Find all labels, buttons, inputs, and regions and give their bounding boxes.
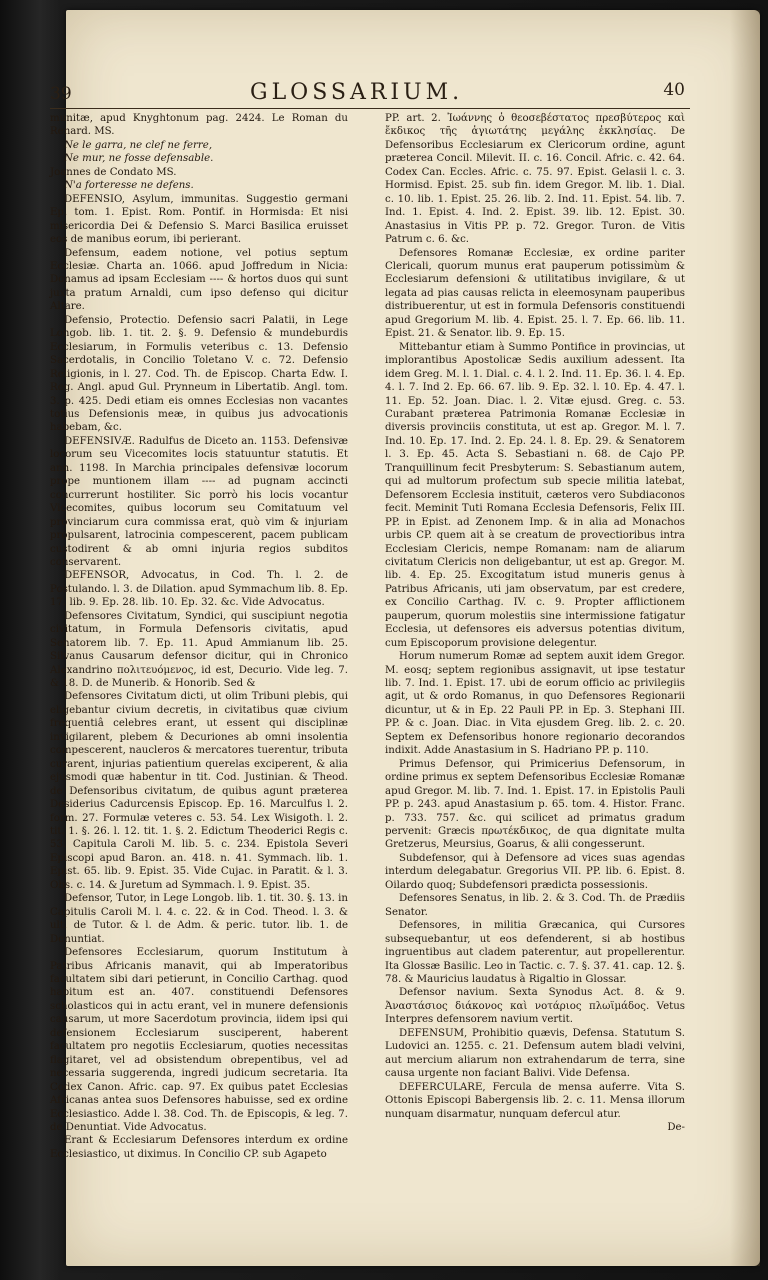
paragraph: Subdefensor, qui à Defensore ad vices suas agendas interdum delegabatur. Gregorius VII. PP. lib. 6. Epist. 8. Oilardo quoq; Subdefensori prædicta possessionis.: [385, 852, 685, 891]
page-number-right: 40: [663, 80, 685, 100]
running-header: [50, 80, 690, 110]
entry-defensor: DEFENSOR, Advocatus, in Cod. Th. l. 2. de Postulando. l. 3. de Dilation. apud Symmachum lib. 8. Ep. 17. lib. 9. Ep. 28. lib. 10. Ep. 32. &c. Vide Advocatus.: [50, 570, 348, 609]
paragraph: munitæ, apud Knyghtonum pag. 2424. Le Roman du Renard. MS.: [50, 113, 348, 138]
paragraph: Primus Defensor, qui Primicerius Defensorum, in ordine primus ex septem Defensoribus Ecclesiæ Romanæ apud Gregor. M. lib. 7. Ind. 1. Epist. 17. in Epistolis Pauli PP. p. 243. apud Anastasium p. 65. tom. 4. Histor. Franc. p. 733. 757. &c. qui scilicet ad primatus gradum pervenit: Græcis πρωτέκδικος, de qua dignitate multa Gretzerus, Meursius, Goarus, & alii congesserunt.: [385, 758, 685, 851]
paragraph: Defensores Romanæ Ecclesiæ, ex ordine pariter Clericali, quorum munus erat pauperum potissimùm & Ecclesiarum defensioni & utilitatibus invigilare, & ut legata ad pias causas relicta in eleemosynam pauperibus distribuerentur, ut est in formula Defensoris constituendi apud Gregorium M. lib. 4. Epist. 25. l. 7. Ep. 66. lib. 11. Epist. 21. & Senator. lib. 9. Ep. 15.: [385, 247, 685, 340]
header-rule: [50, 108, 690, 109]
verse-line: Ne le garra, ne clef ne ferre,: [64, 139, 213, 151]
paragraph: Defensor, Tutor, in Lege Longob. lib. 1. tit. 30. §. 13. in Capitulis Caroli M. l. 4. c. 22. & in Cod. Theod. l. 3. & ult. de Tutor. & l. de Adm. & peric. tutor. lib. 1. de Denuntiat.: [50, 893, 348, 945]
paragraph: Defensum, eadem notione, vel potius septum Ecclesiæ. Charta an. 1066. apud Joffredum in Nicia: Donamus ad ipsam Ecclesiam ---- & hortos duos qui sunt juxta pratum Arnaldi, cum ipso defenso qui dicitur Altare.: [50, 247, 348, 313]
paragraph: Horum numerum Romæ ad septem auxit idem Gregor. M. eosq; septem regionibus assignavit, ut ipse testatur lib. 7. Ind. 1. Epist. 17. ubi de eorum officio ac privilegiis agit, ut & ordo Romanus, in quo Defensores Regionarii dicuntur, ut & in Ep. 22 Pauli PP. in Ep. 3. Stephani III. PP. & c. Joan. Diac. in Vita ejusdem Greg. lib. 2. c. 20. Septem ex Defensoribus honore regionario decorandos indixit. Adde Anastasium in S. Hadriano PP. p. 110.: [385, 651, 685, 757]
paragraph: Defensor navium. Sexta Synodus Act. 8. & 9. Ἀναστάσιος διάκονος καὶ νοτάριος πλωϊμάδος. Vetus Interpres defensorem navium vertit.: [385, 987, 685, 1026]
page-number-left: 39: [50, 84, 72, 104]
paragraph: Mittebantur etiam à Summo Pontifice in provincias, ut implorantibus Apostolicæ Sedis auxilium adessent. Ita idem Greg. M. l. 1. Dial. c. 4. l. 2. Ind. 11. Ep. 36. l. 4. Ep. 4. l. 7. Ind 2. Ep. 66. 67. lib. 9. Ep. 32. l. 10. Ep. 4. 47. l. 11. Ep. 52. Joan. Diac. l. 2. Vitæ ejusd. Greg. c. 53. Curabant præterea Patrimonia Romanæ Ecclesiæ in diversis provinciis constituta, ut est ap. Gregor. M. l. 7. Ind. 10. Ep. 17. Ind. 2. Ep. 24. l. 8. Ep. 29. & Senatorem l. 3. Ep. 45. Acta S. Sebastiani n. 68. de Cajo PP. Tranquillinum fecit Presbyterum: S. Sebastianum autem, qui ad multorum profectum sub specie militia latebat, Defensorem Ecclesia instituit, cæteros vero Subdiaconos fecit. Meminit Tuti Romana Ecclesia Defensoris, Felix III. PP. in Epist. ad Zenonem Imp. & in alia ad Monachos urbis CP. quem ait à se creatum de provectioribus intra Ecclesiam Clericis, nempe Romanam: nam de aliarum civitatum Clericis non deligebantur, ut est ap. Gregor. M. lib. 4. Ep. 25. Excogitatum istud muneris genus à Patribus Africanis, uti jam observatum, par est credere, ex Concilio Carthag. IV. c. 9. Propter afflictionem pauperum, quorum molestiis sine intermissione fatigatur Ecclesia, ut defensores eis adversus potentias divitum, cum Episcoporum provisione delegentur.: [385, 341, 685, 649]
paragraph: PP. art. 2. Ἰωάννης ὁ θεοσεβέστατος πρεσβύτερος καὶ ἔκδικος τῆς ἁγιωτάτης μεγάλης ἐκκλησίας. De Defensoribus Ecclesiarum ex Clericorum ordine, agunt præterea Concil. Milevit. II. c. 16. Concil. Afric. c. 42. 64. Codex Can. Eccles. Afric. c. 75. 97. Epist. Gelasii l. c. 3. Hormisd. Epist. 25. sub fin. idem Gregor. M. lib. 1. Dial. c. 10. lib. 1. Epist. 25. 26. lib. 2. Ind. 11. Epist. 54. lib. 7. Ind. 1. Epist. 4. Ind. 2. Epist. 39. lib. 12. Epist. 30. Anastasius in Vitis PP. p. 72. Gregor. Turon. de Vitis Patrum c. 6. &c.: [385, 113, 685, 246]
paragraph: Defensio, Protectio. Defensio sacri Palatii, in Lege Longob. lib. 1. tit. 2. §. 9. Defensio & mundeburdis Ecclesiarum, in Formulis veteribus c. 13. Defensio Sacerdotalis, in Concilio Toletano V. c. 72. Defensio Religionis, in l. 27. Cod. Th. de Episcop. Charta Edw. I. Reg. Angl. apud Gul. Prynneum in Libertatib. Angl. tom. 3. p. 425. Dedi etiam eis omnes Ecclesias non vacantes totius Defensionis meæ, in quibus jus advocationis habebam, &c.: [50, 314, 348, 434]
paragraph: Defensores Ecclesiarum, quorum Institutum à Patribus Africanis manavit, qui ab Imperatoribus facultatem sibi dari petierunt, in Concilio Carthag. quod habitum est an. 407. constituendi Defensores scholasticos qui in actu erant, vel in munere defensionis causarum, ut more Sacerdotum provincia, iidem ipsi qui defensionem Ecclesiarum susciperent, haberent facultatem pro negotiis Ecclesiarum, quoties necessitas flagitaret, vel ad obsistendum obrepentibus, vel ad necessaria suggerenda, ingredi judicum secretaria. Ita Codex Canon. Afric. cap. 97. Ex quibus patet Ecclesias Africanas antea suos Defensores habuisse, sed ex ordine Ecclesiastico. Adde l. 38. Cod. Th. de Episcopis, & leg. 7. de Denuntiat. Vide Advocatus.: [50, 947, 348, 1133]
entry-defensum: DEFENSUM, Prohibitio quævis, Defensa. Statutum S. Ludovici an. 1255. c. 21. Defensum autem bladi velvini, aut mercium aliarum non extrahendarum de terra, sine causa urgente non faciant Balivi. Vide Defensa.: [385, 1027, 685, 1080]
paragraph: Defensores Civitatum dicti, ut olim Tribuni plebis, qui eligebantur civium decretis, in civitatibus quæ civium frequentiâ celebres erant, ut essent qui disciplinæ invigilarent, plebem & Decuriones ab omni insolentia compescerent, naucleros & mercatores tuerentur, tributa curarent, injurias patientium querelas exciperent, & alia ejusmodi quæ habentur in tit. Cod. Justinian. & Theod. de Defensoribus civitatum, de quibus agunt præterea Desiderius Cadurcensis Episcop. Ep. 16. Marculfus l. 2. form. 27. Formulæ veteres c. 53. 54. Lex Wisigoth. l. 2. tit. 1. §. 26. l. 12. tit. 1. §. 2. Edictum Theoderici Regis c. 53. Capitula Caroli M. lib. 5. c. 234. Epistola Severi Episcopi apud Baron. an. 418. n. 41. Symmach. lib. 1. Epist. 65. lib. 9. Epist. 35. Vide Cujac. in Paratit. & l. 3. Obs. c. 14. & Juretum ad Symmach. l. 9. Epist. 35.: [50, 691, 348, 891]
entry-defercul are: DEFERCULARE, Fercula de mensa auferre. Vita S. Ottonis Episcopi Babergensis lib. 2. c. 11. Mensa illorum nunquam disarmatur, nunquam defercul atur.: [385, 1081, 685, 1120]
paragraph: Erant & Ecclesiarum Defensores interdum ex ordine Ecclesiastico, ut diximus. In Concilio CP. sub Agapeto: [50, 1135, 348, 1160]
paragraph: Defensores Senatus, in lib. 2. & 3. Cod. Th. de Prædiis Senator.: [385, 893, 685, 918]
right-column: [385, 112, 685, 1134]
verse-line: N'a forteresse ne defens.: [64, 180, 194, 192]
left-column: [50, 112, 348, 1161]
paragraph: Joannes de Condato MS.: [50, 166, 177, 178]
paragraph: Defensores, in militia Græcanica, qui Cursores subsequebantur, ut eos defenderent, si ab hostibus ingruentibus aut cladem paterentur, aut propellerentur. Ita Glossæ Basilic. Leo in Tactic. c. 7. §. 37. 41. cap. 12. §. 78. & Mauricius laudatus à Rigaltio in Glossar.: [385, 920, 685, 985]
entry-defensio: DEFENSIO, Asylum, immunitas. Suggestio germani Ep. tom. 1. Epist. Rom. Pontif. in Hormisda: Et nisi misericordia Dei & Defensio S. Marci Basilica eruisset eos de manibus eorum, ibi perierant.: [50, 193, 348, 246]
entry-defensivae: DEFENSIVÆ. Radulfus de Diceto an. 1153. Defensivæ locorum seu Vicecomites locis statuuntur statutis. Et ann. 1198. In Marchia principales defensivæ locorum prope muntionem illam ---- ad pugnam accincti concurrerunt hostiliter. Sic porrò his locis vocantur Vicecomites, quibus locorum seu Comitatuum vel provinciarum cura commissa erat, quò vim & injuriam propulsarent, latrocinia compescerent, pacem publicam custodirent & ab omni injuria regios subditos conservarent.: [50, 435, 348, 568]
catchword: De-: [667, 1121, 685, 1133]
paragraph: Defensores Civitatum, Syndici, qui suscipiunt negotia civitatum, in Formula Defensoris civitatis, apud Senatorem lib. 7. Ep. 11. Apud Ammianum lib. 25. Silvanus Causarum defensor dicitur, qui in Chronico Alexandrino πολιτευόμενος, id est, Decurio. Vide leg. 7. & 18. D. de Munerib. & Honorib. Sed &: [50, 610, 348, 690]
catchword-wrap: [385, 1121, 685, 1134]
verse-line: Ne mur, ne fosse defensable.: [64, 153, 214, 165]
running-title: GLOSSARIUM.: [250, 80, 464, 105]
